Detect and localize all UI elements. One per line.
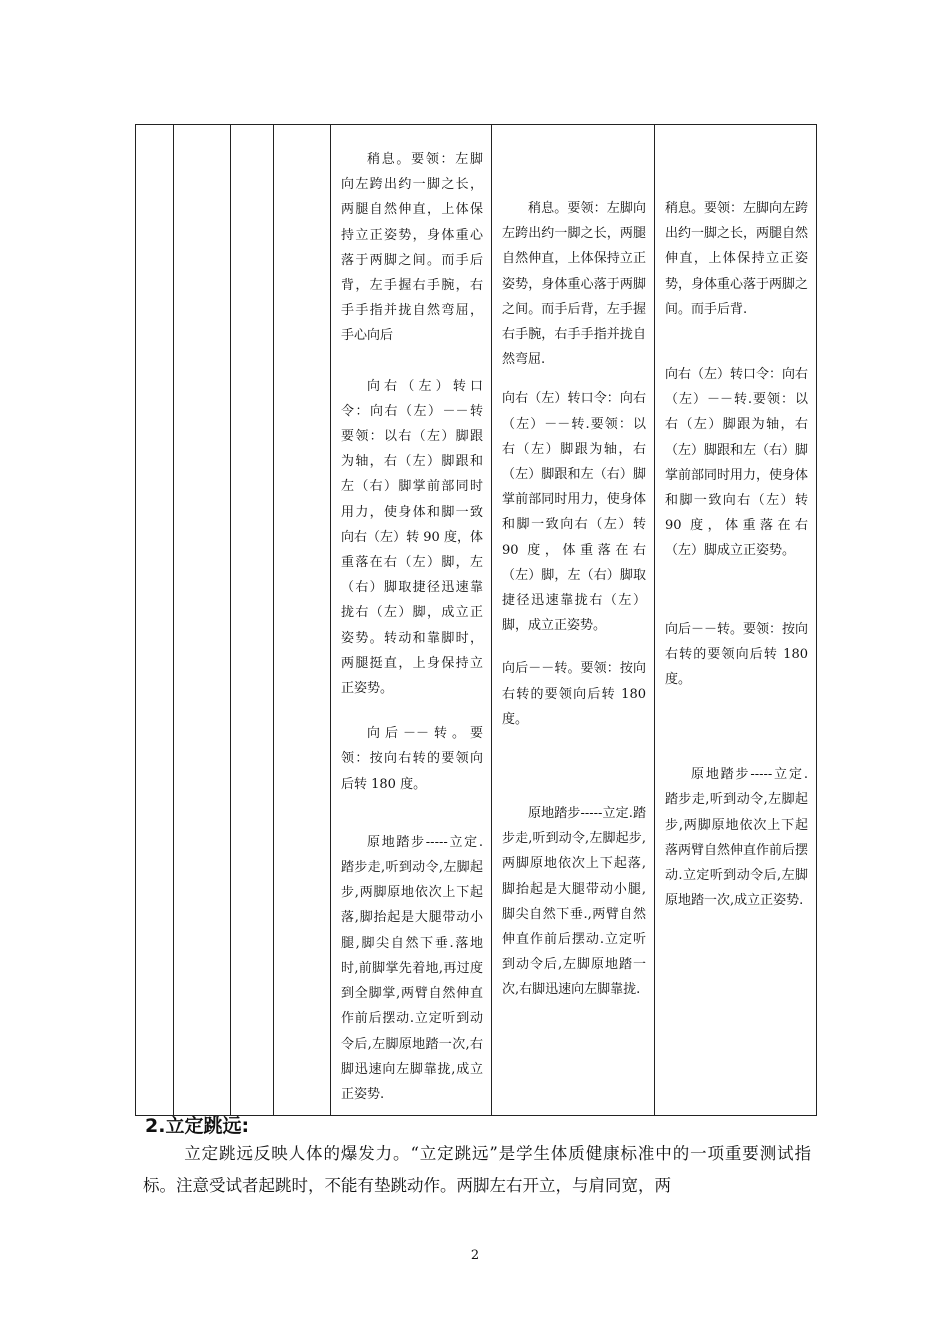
col2-rest-text: 稍息。要领：左脚向左跨出约一脚之长，两腿自然伸直，上体保持立正姿势，身体重心落于两脚之间。而手后背，左手握右手腕，右手手指并拢自然弯屈，手心向后 — [341, 152, 483, 344]
page-number: 2 — [470, 1248, 480, 1263]
table-cell-empty-1 — [136, 125, 174, 1116]
col3-about-turn-text: 向后－－转。要领：按向右转的要领向后转 180 度。 — [502, 661, 646, 727]
table-cell-col2 — [331, 125, 492, 1116]
table-cell-col4 — [655, 125, 817, 1116]
table-cell-empty-2 — [174, 125, 231, 1116]
col3-march-text: 原地踏步-----立定.踏步走,听到动令,左脚起步,两脚原地依次上下起落,脚抬起是大腿带动小腿,脚尖自然下垂.,两臂自然伸直作前后摆动.立定听到动令后,左脚原地踏一次,右脚迅速向左脚靠拢. — [502, 806, 646, 998]
col4-turn-text: 向右（左）转口令：向右（左）－－转.要领：以右（左）脚跟为轴，右（左）脚跟和左（右）脚掌前部同时用力，使身体和脚一致向右（左）转 90 度，体重落在右（左）脚成立正姿势。 — [665, 367, 809, 559]
table-cell-empty-4 — [274, 125, 331, 1116]
section-paragraph: 立定跳远反映人体的爆发力。“立定跳远”是学生体质健康标准中的一项重要测试指标。注意受试者起跳时，不能有垫跳动作。两脚左右开立，与肩同宽，两 — [143, 1144, 811, 1195]
content-table — [135, 124, 817, 1116]
section-heading: 2.立定跳远: — [145, 1115, 250, 1137]
col3-turn-text: 向右（左）转口令：向右（左）－－转.要领：以右（左）脚跟为轴，右（左）脚跟和左（右）脚掌前部同时用力，使身体和脚一致向右（左）转 90 度，体重落在右（左）脚，左（右）脚取捷径迅速靠拢右（左）脚，成立正姿势。 — [502, 391, 646, 634]
table-cell-col3 — [492, 125, 655, 1116]
col3-rest-text: 稍息。要领：左脚向左跨出约一脚之长，两腿自然伸直，上体保持立正姿势，身体重心落于两脚之间。而手后背，左手握右手腕，右手手指并拢自然弯屈. — [502, 201, 646, 368]
table-cell-empty-3 — [231, 125, 274, 1116]
col4-rest-text: 稍息。要领：左脚向左跨出约一脚之长，两腿自然伸直，上体保持立正姿势，身体重心落于两脚之间。而手后背. — [665, 201, 809, 317]
col2-turn-text: 向右（左）转口令：向右（左）－－转要领：以右（左）脚跟为轴，右（左）脚跟和左（右）脚掌前部同时用力，使身体和脚一致向右（左）转 90 度，体重落在右（左）脚，左（右）脚取捷径迅速靠拢右（左）脚，成立正姿势。转动和靠脚时，两腿挺直，上身保持立正姿势。 — [341, 378, 483, 697]
col4-about-turn-text: 向后－－转。要领：按向右转的要领向后转 180 度。 — [665, 621, 809, 688]
col2-about-turn-text: 向后－－转。要领：按向右转的要领向后转 180 度。 — [341, 726, 483, 792]
col2-march-text: 原地踏步-----立定.踏步走,听到动令,左脚起步,两脚原地依次上下起落,脚抬起是大腿带动小腿,脚尖自然下垂.落地时,前脚掌先着地,再过度到全脚掌,两臂自然伸直作前后摆动.立定听到动令后,左脚原地踏一次,右脚迅速向左脚靠拢,成立正姿势. — [341, 834, 483, 1102]
col4-march-text: 原地踏步-----立定.踏步走,听到动令,左脚起步,两脚原地依次上下起落两臂自然伸直作前后摆动.立定听到动令后,左脚原地踏一次,成立正姿势. — [665, 767, 809, 909]
